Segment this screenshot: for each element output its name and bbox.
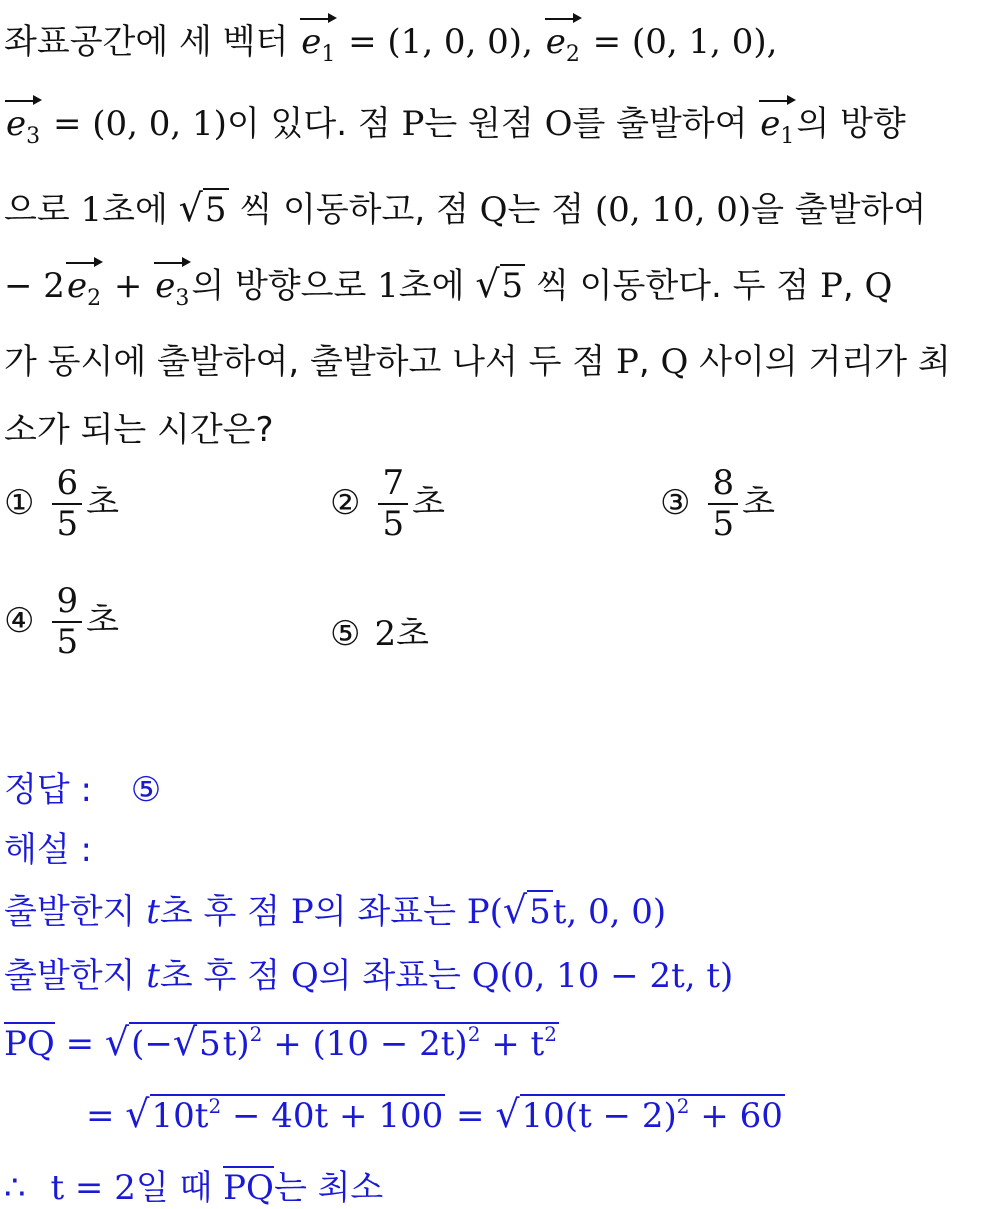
vector-e1: $e_1$ [760, 104, 795, 149]
choice-3[interactable]: ③ $\frac{8}{5}$ 초 [660, 463, 775, 545]
point-p: P [401, 104, 425, 144]
sqrt-expression: $√10(t - 2)^2 + 60$ [495, 1092, 783, 1136]
vector-e2: $e_2$ [66, 266, 102, 311]
q-start-point: (0, 10, 0) [594, 190, 752, 230]
sqrt-expression: $√10t^2 - 40t + 100$ [125, 1092, 444, 1136]
sqrt-5: √5 [178, 186, 227, 230]
fraction: $\frac{9}{5}$ [52, 582, 82, 662]
solution-line-3: PQ = $√(-√5t)^2 + (10 - 2t)^2 + t^2$ [4, 1020, 557, 1064]
solution-line-4: = $√10t^2 - 40t + 100 = √10(t - 2)^2 + 60$ [86, 1092, 783, 1136]
answer-label: 정답 : [4, 770, 92, 810]
vector-e2-definition: = (0, 1, 0), [592, 22, 778, 62]
solution-line-2: 출발한지 t초 후 점 Q의 좌표는 Q(0, 10 − 2t, t) [4, 956, 734, 996]
choice-2[interactable]: ② $\frac{7}{5}$ 초 [330, 463, 445, 545]
choice-mark: ② [330, 482, 361, 523]
question-line-1 [4, 14, 777, 67]
question-line-3: 으로 1초에 √5 씩 이동하고, 점 Q는 점 (0, 10, 0)을 출발하여 [4, 186, 927, 230]
question-line-6: 소가 되는 시간은? [4, 410, 274, 450]
vector-e3: $e_3$ [6, 104, 41, 149]
fraction: $\frac{6}{5}$ [52, 464, 82, 544]
question-text: 좌표공간에 세 벡터 [4, 22, 289, 62]
sqrt-5: √5 [475, 262, 524, 306]
question-line-4: − $2e_2 + e_3$의 방향으로 1초에 √5 씩 이동한다. 두 점 P, Q [4, 262, 893, 311]
sqrt-5: √5 [502, 888, 551, 932]
solution-label: 해설 : [4, 830, 92, 870]
question-line-5: 가 동시에 출발하여, 출발하고 나서 두 점 P, Q 사이의 거리가 최 [4, 342, 951, 382]
choice-mark: ⑤ [330, 614, 361, 654]
choice-1[interactable]: ① $\frac{6}{5}$ 초 [4, 463, 119, 545]
fraction: $\frac{7}{5}$ [378, 464, 408, 544]
answer-value: ⑤ [130, 770, 162, 810]
sqrt-expression: $√(-√5t)^2 + (10 - 2t)^2 + t^2$ [104, 1020, 557, 1064]
segment-pq: PQ [223, 1168, 274, 1208]
choice-4[interactable]: ④ $\frac{9}{5}$ 초 [4, 581, 119, 663]
solution-line-1: 출발한지 t초 후 점 P의 좌표는 P(√5t, 0, 0) [4, 888, 667, 932]
choice-mark: ④ [4, 600, 35, 641]
answer-line [4, 762, 161, 811]
choice-5[interactable]: ⑤ 2초 [330, 614, 429, 654]
point-o: O [544, 104, 573, 144]
choice-mark: ① [4, 482, 35, 523]
vector-e1-definition: = (1, 0, 0), [348, 22, 533, 62]
vector-e3-definition: = (0, 0, 1) [52, 104, 227, 144]
fraction: $\frac{8}{5}$ [708, 464, 738, 544]
vector-e2: $e_2$ [545, 22, 580, 67]
point-q: Q [479, 190, 508, 230]
choice-mark: ③ [660, 482, 691, 523]
segment-pq: PQ [4, 1024, 55, 1064]
question-line-2: $e_3 = (0$, 0, 1)이 있다. 점 P는 원점 O를 출발하여 $e_1$의 방향 [6, 104, 906, 149]
vector-e1: $e_1$ [301, 22, 336, 67]
solution-line-5: ∴ t = 2일 때 PQ는 최소 [4, 1168, 384, 1208]
vector-e3: $e_3$ [155, 266, 190, 311]
